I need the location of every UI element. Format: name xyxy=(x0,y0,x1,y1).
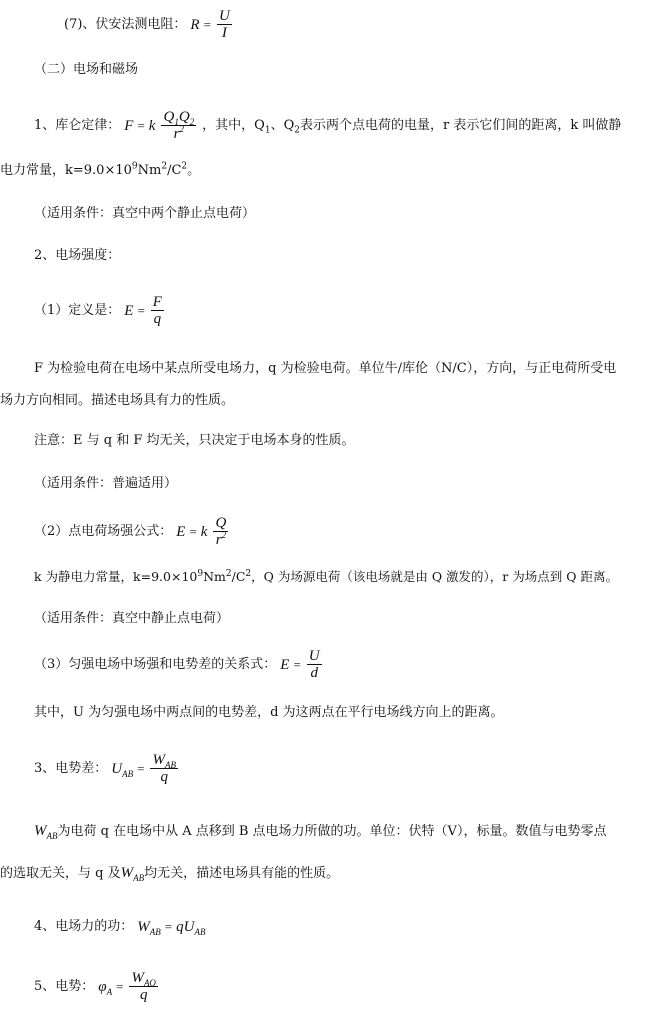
uniform-field-desc: 其中，U 为匀强电场中两点间的电势差，d 为这两点在平行电场线方向上的距离。 xyxy=(34,705,504,720)
formula-ohm-measure xyxy=(64,8,234,41)
lhs: F xyxy=(124,117,134,134)
field-strength-heading: 2、电场强度： xyxy=(34,248,121,263)
paragraph-field-desc-2: 场力方向相同。描述电场具有力的性质。 xyxy=(0,393,235,408)
constant-k: k xyxy=(200,523,208,540)
equals: = xyxy=(189,523,197,539)
uniform-field-relation xyxy=(34,648,324,681)
point-charge-desc xyxy=(34,568,618,586)
lhs: R xyxy=(190,16,200,33)
numerator xyxy=(150,752,178,769)
lhs xyxy=(111,760,133,778)
fraction xyxy=(129,970,158,1003)
q-a-sub: 1 xyxy=(174,117,179,127)
t2: Nm xyxy=(203,569,226,584)
label: 4、电场力的功： xyxy=(34,919,134,934)
label: （3）匀强电场中场强和电势差的关系式： xyxy=(34,656,277,672)
t1: 电力常量，k=9.0×10 xyxy=(0,163,132,178)
fraction xyxy=(150,752,178,785)
label: 3、电势差： xyxy=(34,760,108,776)
equals: = xyxy=(293,656,301,672)
lhs: E xyxy=(280,656,290,673)
w-sub: AB xyxy=(46,831,58,841)
fraction xyxy=(161,109,196,142)
work-desc-2 xyxy=(0,864,339,883)
t3: /C xyxy=(231,569,246,584)
sup1: 9 xyxy=(197,568,204,579)
coulomb-law xyxy=(34,109,621,142)
t2: Nm xyxy=(137,163,162,178)
coulomb-constant xyxy=(0,162,200,180)
fraction xyxy=(213,515,228,548)
t3: /C xyxy=(167,163,182,178)
u-sub: AB xyxy=(122,768,134,779)
w-sub: AB xyxy=(149,927,161,937)
section-heading: （二）电场和磁场 xyxy=(34,62,139,77)
r-sup: 2 xyxy=(179,124,184,134)
w: W xyxy=(34,823,47,839)
lhs xyxy=(98,978,112,996)
fraction xyxy=(151,294,164,327)
q-b: Q xyxy=(178,109,190,125)
numerator xyxy=(129,970,158,987)
w-sub: AB xyxy=(164,760,176,770)
text: 为电荷 q 在电场中从 A 点移到 B 点电场力所做的功。单位：伏特（V），标量。数值与电势零点 xyxy=(57,824,607,839)
sub-2: 2 xyxy=(294,125,300,136)
r: r xyxy=(173,126,180,142)
q-a: Q xyxy=(163,109,175,125)
text-b: 、Q xyxy=(270,117,295,133)
work-desc-1 xyxy=(34,822,606,841)
condition-2: （适用条件：普遍适用） xyxy=(34,476,178,491)
denominator: d xyxy=(310,665,318,681)
equals: = xyxy=(137,760,145,776)
qu-sub: AB xyxy=(194,927,206,937)
paragraph-field-desc-1: F 为检验电荷在电场中某点所受电场力，q 为检验电荷。单位牛/库伦（N/C），方向，与正电荷所受电 xyxy=(34,361,617,376)
w: W xyxy=(137,919,150,935)
fraction xyxy=(307,648,322,681)
numerator: U xyxy=(218,8,230,24)
denominator xyxy=(161,126,196,142)
potential-difference xyxy=(34,752,180,785)
label: 5、电势： xyxy=(34,978,95,994)
lhs xyxy=(137,918,161,936)
potential xyxy=(34,970,160,1003)
equals: = xyxy=(116,978,124,994)
r: r xyxy=(215,532,222,548)
w: W xyxy=(152,752,165,768)
rhs xyxy=(176,918,205,936)
sup3: 2 xyxy=(245,568,252,579)
denominator: q xyxy=(139,987,148,1003)
text-a: ，其中，Q xyxy=(202,117,265,133)
t4: 。 xyxy=(187,163,201,178)
condition-1: （适用条件：真空中两个静止点电荷） xyxy=(34,206,256,221)
numerator: F xyxy=(152,294,162,310)
condition-3: （适用条件：真空中静止点电荷） xyxy=(34,611,230,626)
equals: = xyxy=(203,16,211,32)
sub-1: 1 xyxy=(264,125,271,136)
equals: = xyxy=(137,302,145,318)
explanation xyxy=(202,117,621,135)
denominator: q xyxy=(160,769,168,785)
w: W xyxy=(131,970,144,986)
denominator: q xyxy=(153,311,162,327)
t4: ，Q 为场源电荷（该电场就是由 Q 激发的），r 为场点到 Q 距离。 xyxy=(251,569,618,584)
qu: qU xyxy=(176,919,195,935)
r-sup: 2 xyxy=(221,530,227,540)
phi-sub: A xyxy=(106,986,113,997)
w-symbol xyxy=(34,823,58,839)
lhs: E xyxy=(124,302,134,319)
field-force-work xyxy=(34,918,205,936)
fraction xyxy=(217,8,232,41)
w: W xyxy=(120,865,134,881)
q-b-sub: 2 xyxy=(189,117,195,127)
sup2: 2 xyxy=(161,161,168,172)
w-sub: AB xyxy=(133,873,145,883)
phi: φ xyxy=(98,978,107,995)
t1: k 为静电力常量，k=9.0×10 xyxy=(34,569,198,584)
text-c: 表示两个点电荷的电量，r 表示它们间的距离，k 叫做静 xyxy=(299,117,622,133)
label: （1）定义是： xyxy=(34,302,121,318)
equals: = xyxy=(137,117,145,133)
numerator: Q xyxy=(215,515,227,531)
w-sub: AO xyxy=(143,978,156,988)
t2: 均无关，描述电场具有能的性质。 xyxy=(144,866,340,881)
numerator: U xyxy=(308,648,320,664)
note: 注意：E 与 q 和 F 均无关，只决定于电场本身的性质。 xyxy=(34,433,355,448)
u: U xyxy=(111,760,123,777)
w-symbol xyxy=(121,865,145,881)
denominator: I xyxy=(221,25,227,41)
label: 1、库仑定律： xyxy=(34,117,121,133)
constant-k: k xyxy=(148,117,156,134)
label: （2）点电荷场强公式： xyxy=(34,523,173,539)
sup3: 2 xyxy=(181,161,188,172)
t1: 的选取无关，与 q 及 xyxy=(0,866,121,881)
denominator xyxy=(213,532,228,548)
sup1: 9 xyxy=(131,161,138,172)
equals: = xyxy=(164,919,173,934)
label: (7)、伏安法测电阻： xyxy=(64,16,187,32)
field-definition xyxy=(34,294,166,327)
lhs: E xyxy=(176,523,186,540)
point-charge-field xyxy=(34,515,230,548)
sup2: 2 xyxy=(225,568,232,579)
